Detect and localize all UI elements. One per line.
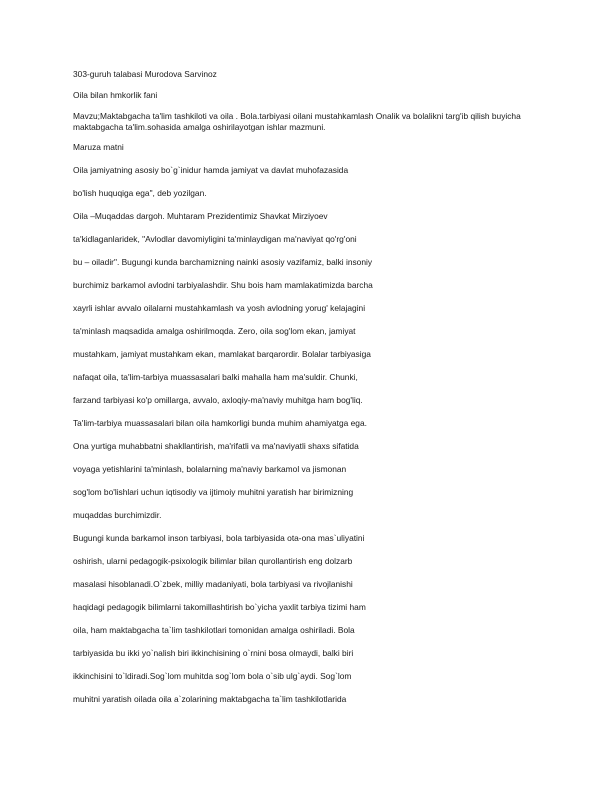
document-text xyxy=(73,70,543,718)
body-line: Bugungi kunda barkamol inson tarbiyasi, bola tarbiyasida ota-ona mas`uliyatini xyxy=(73,533,365,543)
body-line: tarbiyasida bu ikki yo`nalish biri ikkinchisining o`rnini bosa olmaydi, balki biri xyxy=(73,648,354,658)
body-line: haqidagi pedagogik bilimlarni takomillashtirish bo`yicha yaxlit tarbiya tizimi ham xyxy=(73,602,366,612)
topic-line: Mavzu;Maktabgacha ta'lim tashkiloti va oila . Bola.tarbiyasi oilani mustahkamlash Onalik va bolalikni targ'ib qilish buyicha maktabgacha ta'lim.sohasida amalga oshirilayotgan ishlar mazmuni. xyxy=(73,111,521,132)
body-line: muhitni yaratish oilada oila a`zolarining maktabgacha ta`lim tashkilotlarida xyxy=(73,694,347,704)
body-line: Oila jamiyatning asosiy bo`g`inidur hamda jamiyat va davlat muhofazasida xyxy=(73,165,349,175)
body-line: nafaqat oila, ta'lim-tarbiya muassasalari balki mahalla ham ma'suldir. Chunki, xyxy=(73,372,358,382)
body-line: xayrli ishlar avvalo oilalarni mustahkamlash va yosh avlodning yorug' kelajagini xyxy=(73,303,366,313)
body-line: ikkinchisini to`ldiradi.Sog`lom muhitda sog`lom bola o`sib ulg`aydi. Sog`lom xyxy=(73,671,352,681)
body-line: voyaga yetishlarini ta'minlash, bolalarning ma'naviy barkamol va jismonan xyxy=(73,464,347,474)
body-line: bu – oiladir". Bugungi kunda barchamizning nainki asosiy vazifamiz, balki insoniy xyxy=(73,257,373,267)
body-line: muqaddas burchimizdir. xyxy=(73,510,162,520)
author-line: 303-guruh talabasi Murodova Sarvinoz xyxy=(73,69,217,79)
body-line: bo'lish huquqiga ega", deb yozilgan. xyxy=(73,188,207,198)
subject-line: Oila bilan hmkorlik fani xyxy=(73,90,158,100)
body-line: Ta'lim-tarbiya muassasalari bilan oila hamkorligi bunda muhim ahamiyatga ega. xyxy=(73,418,367,428)
body-line: ta'minlash maqsadida amalga oshirilmoqda. Zero, oila sog'lom ekan, jamiyat xyxy=(73,326,356,336)
body-line: mustahkam, jamiyat mustahkam ekan, mamlakat barqarordir. Bolalar tarbiyasiga xyxy=(73,349,371,359)
body-line: sog'lom bo'lishlari uchun iqtisodiy va ijtimoiy muhitni yaratish har birimizning xyxy=(73,487,354,497)
body-line: oshirish, ularni pedagogik-psixologik bilimlar bilan qurollantirish eng dolzarb xyxy=(73,556,353,566)
body-line: Ona yurtiga muhabbatni shakllantirish, ma'rifatli va ma'naviyatli shaxs sifatida xyxy=(73,441,359,451)
body-line: burchimiz barkamol avlodni tarbiyalashdir. Shu bois ham mamlakatimizda barcha xyxy=(73,280,373,290)
section-label: Maruza matni xyxy=(73,142,124,152)
body-line: Oila –Muqaddas dargoh. Muhtaram Prezidentimiz Shavkat Mirziyoev xyxy=(73,211,328,221)
body-text xyxy=(73,166,543,718)
body-line: masalasi hisoblanadi.O`zbek, milliy madaniyati, bola tarbiyasi va rivojlanishi xyxy=(73,579,353,589)
body-line: oila, ham maktabgacha ta`lim tashkilotlari tomonidan amalga oshiriladi. Bola xyxy=(73,625,355,635)
body-line: ta'kidlaganlaridek, "Avlodlar davomiyligini ta'minlaydigan ma'naviyat qo'rg'oni xyxy=(73,234,357,244)
body-line: farzand tarbiyasi ko'p omillarga, avvalo, axloqiy-ma'naviy muhitga ham bog'liq. xyxy=(73,395,363,405)
